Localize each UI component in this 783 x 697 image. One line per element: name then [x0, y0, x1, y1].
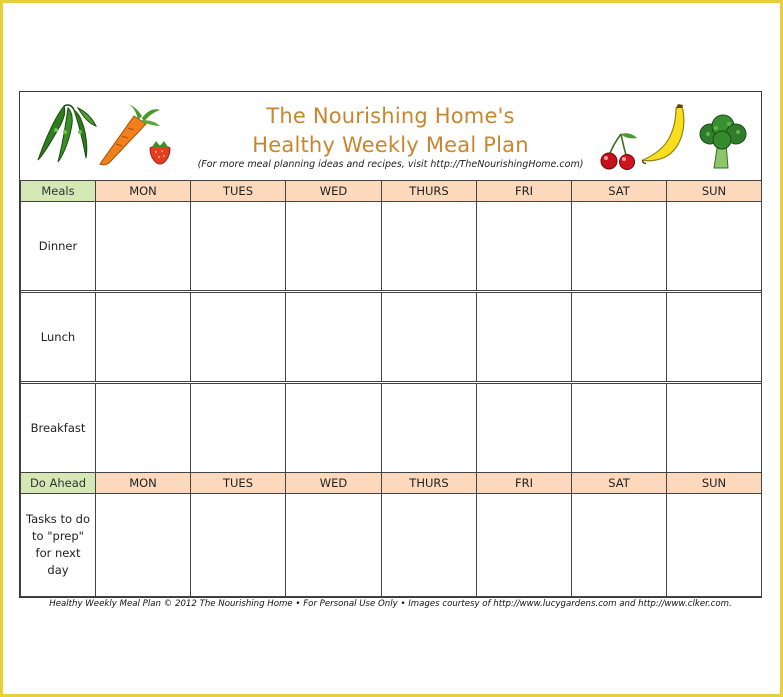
breakfast-mon-cell[interactable]: [96, 384, 191, 473]
tasks-fri-cell[interactable]: [477, 494, 572, 597]
tasks-thurs-cell[interactable]: [382, 494, 477, 597]
breakfast-sun-cell[interactable]: [667, 384, 762, 473]
tasks-sun-cell[interactable]: [667, 494, 762, 597]
dinner-sun-cell[interactable]: [667, 202, 762, 291]
dinner-wed-cell[interactable]: [286, 202, 382, 291]
tasks-label-line: day: [47, 563, 69, 577]
day-header-wed: WED: [286, 181, 382, 202]
do-ahead-day-wed: WED: [286, 473, 382, 494]
do-ahead-day-sun: SUN: [667, 473, 762, 494]
footer-credit: Healthy Weekly Meal Plan © 2012 The Nourishing Home • For Personal Use Only • Images courtesy of http://www.lucygardens.com and http://www.clker.com.: [49, 599, 732, 609]
breakfast-sat-cell[interactable]: [572, 384, 667, 473]
meals-corner-label: Meals: [21, 181, 96, 202]
do-ahead-day-mon: MON: [96, 473, 191, 494]
day-header-mon: MON: [96, 181, 191, 202]
do-ahead-day-tues: TUES: [191, 473, 286, 494]
lunch-wed-cell[interactable]: [286, 293, 382, 382]
tasks-mon-cell[interactable]: [96, 494, 191, 597]
lunch-row: [21, 293, 762, 382]
do-ahead-corner-label: Do Ahead: [21, 473, 96, 494]
dinner-thurs-cell[interactable]: [382, 202, 477, 291]
day-header-sun: SUN: [667, 181, 762, 202]
row-label-dinner: Dinner: [21, 202, 96, 291]
sheet-header: [20, 92, 761, 180]
dinner-mon-cell[interactable]: [96, 202, 191, 291]
breakfast-wed-cell[interactable]: [286, 384, 382, 473]
dinner-row: [21, 202, 762, 291]
breakfast-row: [21, 384, 762, 473]
breakfast-thurs-cell[interactable]: [382, 384, 477, 473]
do-ahead-day-thurs: THURS: [382, 473, 477, 494]
tasks-tues-cell[interactable]: [191, 494, 286, 597]
day-header-sat: SAT: [572, 181, 667, 202]
day-header-fri: FRI: [477, 181, 572, 202]
day-header-thurs: THURS: [382, 181, 477, 202]
day-header-tues: TUES: [191, 181, 286, 202]
meals-header-row: [21, 181, 762, 202]
subtitle: (For more meal planning ideas and recipes, visit http://TheNourishingHome.com): [197, 159, 584, 170]
meal-plan-sheet: [19, 91, 762, 598]
lunch-fri-cell[interactable]: [477, 293, 572, 382]
lunch-mon-cell[interactable]: [96, 293, 191, 382]
row-label-lunch: Lunch: [21, 293, 96, 382]
row-label-tasks: [21, 494, 96, 597]
tasks-sat-cell[interactable]: [572, 494, 667, 597]
title-line-2: Healthy Weekly Meal Plan: [252, 133, 529, 157]
tasks-label-line: Tasks to do: [25, 512, 90, 526]
lunch-thurs-cell[interactable]: [382, 293, 477, 382]
lunch-sat-cell[interactable]: [572, 293, 667, 382]
lunch-sun-cell[interactable]: [667, 293, 762, 382]
row-label-breakfast: Breakfast: [21, 384, 96, 473]
breakfast-tues-cell[interactable]: [191, 384, 286, 473]
do-ahead-day-sat: SAT: [572, 473, 667, 494]
breakfast-fri-cell[interactable]: [477, 384, 572, 473]
dinner-fri-cell[interactable]: [477, 202, 572, 291]
title-line-1: The Nourishing Home's: [266, 104, 515, 128]
dinner-tues-cell[interactable]: [191, 202, 286, 291]
tasks-row: [21, 494, 762, 597]
meal-plan-grid: [20, 180, 762, 597]
dinner-sat-cell[interactable]: [572, 202, 667, 291]
do-ahead-header-row: [21, 473, 762, 494]
do-ahead-day-fri: FRI: [477, 473, 572, 494]
tasks-wed-cell[interactable]: [286, 494, 382, 597]
tasks-label-line: to "prep": [32, 529, 84, 543]
tasks-label-line: for next: [35, 546, 81, 560]
lunch-tues-cell[interactable]: [191, 293, 286, 382]
